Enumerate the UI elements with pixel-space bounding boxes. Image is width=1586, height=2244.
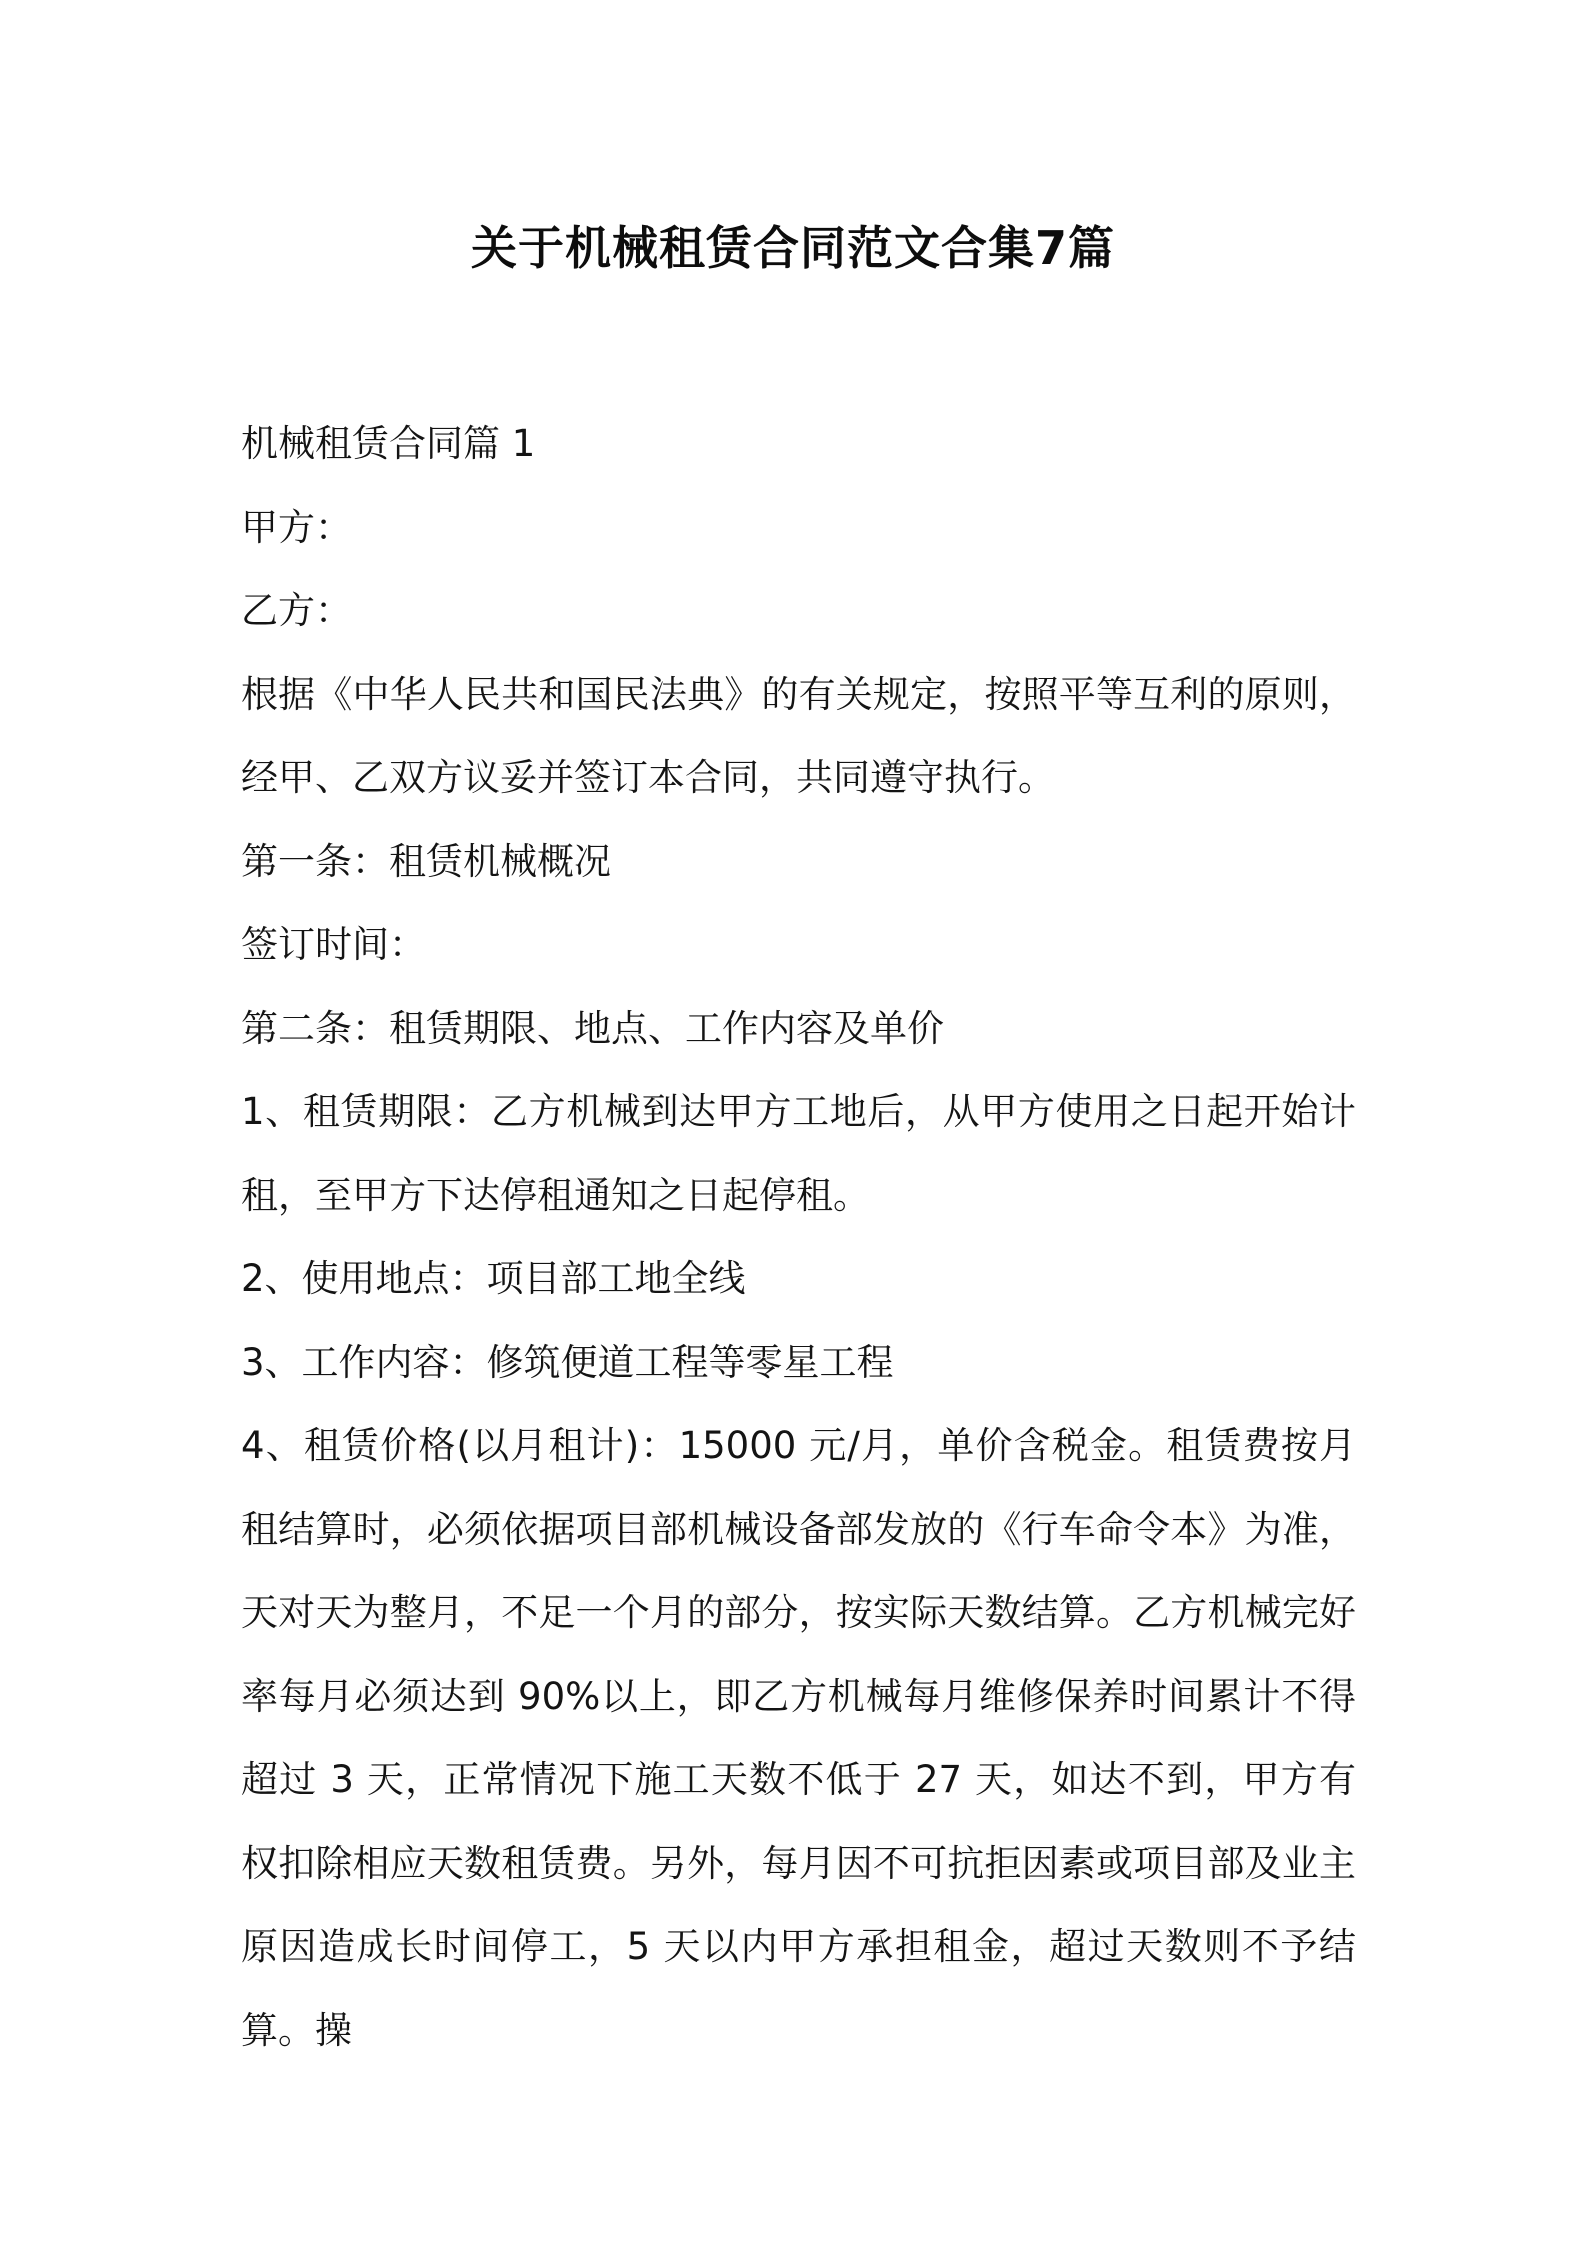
clause-3-work-content: 3、工作内容：修筑便道工程等零星工程 bbox=[241, 1340, 894, 1384]
clause-2-location: 2、使用地点：项目部工地全线 bbox=[241, 1257, 746, 1300]
party-b-line: 乙方： bbox=[241, 589, 352, 632]
party-a-line: 甲方： bbox=[241, 505, 352, 549]
section-heading-contract-1: 机械租赁合同篇 1 bbox=[241, 422, 536, 465]
document-body bbox=[241, 402, 1356, 2072]
clause-1-lease-term: 1、租赁期限：乙方机械到达甲方工地后，从甲方使用之日起开始计租，至甲方下达停租通知之日起停租。 bbox=[241, 1090, 1356, 1217]
clause-4-lease-price: 4、租赁价格(以月租计)：15000 元/月，单价含税金。租赁费按月租结算时，必须依据项目部机械设备部发放的《行车命令本》为准，天对天为整月，不足一个月的部分，按实际天数结算。乙方机械完好率每月必须达到 90%以上，即乙方机械每月维修保养时间累计不得超过 3 天，正常情况下施工天数不低于 27 天，如达不到，甲方有权扣除相应天数租赁费。另外，每月因不可抗拒因素或项目部及业主原因造成长时间停工，5 天以内甲方承担租金，超过天数则不予结算。操 bbox=[241, 1424, 1356, 2052]
signing-time-line: 签订时间： bbox=[241, 923, 426, 966]
preamble-paragraph: 根据《中华人民共和国民法典》的有关规定，按照平等互利的原则，经甲、乙双方议妥并签订本合同，共同遵守执行。 bbox=[241, 672, 1356, 799]
document-title: 关于机械租赁合同范文合集7篇 bbox=[470, 221, 1115, 275]
article-2-heading: 第二条：租赁期限、地点、工作内容及单价 bbox=[241, 1006, 944, 1050]
article-1-heading: 第一条：租赁机械概况 bbox=[241, 839, 611, 883]
